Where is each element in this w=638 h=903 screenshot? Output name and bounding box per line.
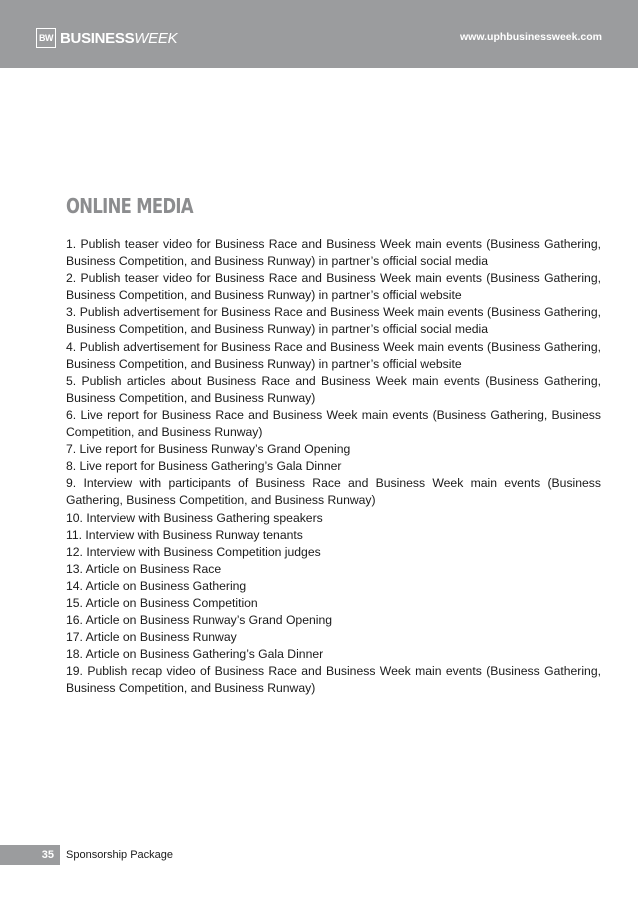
list-item: 19. Publish recap video of Business Race and Business Week main events (Business Gathering, Business Competition, and Business Runway) xyxy=(66,664,601,696)
list-item: 3. Publish advertisement for Business Race and Business Week main events (Business Gathering, Business Competition, and Business Runway) in partner’s official social media xyxy=(66,305,601,337)
list-item: 2. Publish teaser video for Business Race and Business Week main events (Business Gathering, Business Competition, and Business Runway) in partner’s official website xyxy=(66,271,601,303)
list-item: 12. Interview with Business Competition judges xyxy=(66,544,321,559)
list-item: 10. Interview with Business Gathering speakers xyxy=(66,510,323,525)
list-item: 8. Live report for Business Gathering’s Gala Dinner xyxy=(66,459,342,474)
list-item: 13. Article on Business Race xyxy=(66,561,222,576)
page-number: 35 xyxy=(0,845,60,865)
page-header xyxy=(0,0,638,68)
online-media-list xyxy=(66,236,601,698)
business-week-logo xyxy=(36,27,177,49)
list-item: 17. Article on Business Runway xyxy=(66,630,237,645)
logo-word-week: WEEK xyxy=(134,29,178,47)
list-item: 11. Interview with Business Runway tenants xyxy=(66,527,303,542)
list-item: 1. Publish teaser video for Business Race and Business Week main events (Business Gathering, Business Competition, and Business Runway) in partner’s official social media xyxy=(66,237,601,269)
list-item: 9. Interview with participants of Business Race and Business Week main events (Business Gathering, Business Competition, and Business Runway) xyxy=(66,476,601,508)
list-item: 18. Article on Business Gathering’s Gala Dinner xyxy=(66,647,324,662)
page-footer xyxy=(0,845,638,865)
list-item: 14. Article on Business Gathering xyxy=(66,578,247,593)
list-item: 6. Live report for Business Race and Business Week main events (Business Gathering, Business Competition, and Business Runway) xyxy=(66,407,601,440)
list-item: 4. Publish advertisement for Business Race and Business Week main events (Business Gathering, Business Competition, and Business Runway) in partner’s official website xyxy=(66,339,601,371)
list-item: 7. Live report for Business Runway’s Grand Opening xyxy=(66,442,351,457)
logo-word-business: BUSINESS xyxy=(60,29,135,47)
list-item: 16. Article on Business Runway’s Grand Opening xyxy=(66,613,333,628)
list-item: 5. Publish articles about Business Race and Business Week main events (Business Gathering, Business Competition, and Business Runway) xyxy=(66,373,601,405)
list-item: 15. Article on Business Competition xyxy=(66,595,258,610)
site-url: www.uphbusinessweek.com xyxy=(460,31,602,43)
section-title: ONLINE MEDIA xyxy=(66,194,193,218)
footer-label: Sponsorship Package xyxy=(66,849,174,861)
logo-mark: BW xyxy=(36,28,56,48)
